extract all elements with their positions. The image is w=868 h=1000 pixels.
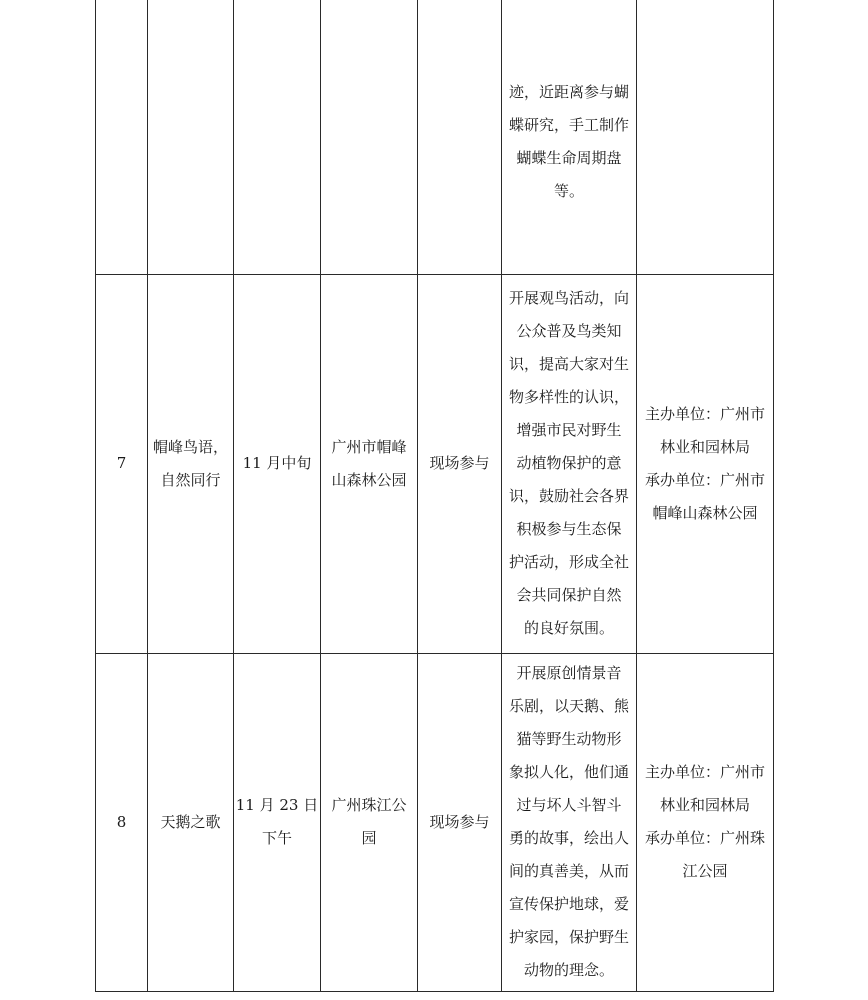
cell-no: 7 — [96, 274, 148, 653]
cell-content: 开展观鸟活动，向 公众普及鸟类知 识，提高大家对生 物多样性的认识， 增强市民对野生 动植物保护的意 识，鼓励社会各界 积极参与生态保 护活动，形成全社 会共同保护自然 的良好氛围。 — [502, 274, 637, 653]
cell-venue: 广州市帽峰 山森林公园 — [321, 274, 418, 653]
cell-name: 帽峰鸟语， 自然同行 — [148, 274, 234, 653]
cell-venue — [321, 0, 418, 274]
cell-no: 8 — [96, 653, 148, 991]
cell-time: 11 月中旬 — [234, 274, 321, 653]
cell-time — [234, 0, 321, 274]
cell-time: 11 月 23 日 下午 — [234, 653, 321, 991]
cell-venue: 广州珠江公 园 — [321, 653, 418, 991]
cell-form — [418, 0, 502, 274]
table-row — [96, 274, 774, 653]
cell-name — [148, 0, 234, 274]
cell-form: 现场参与 — [418, 274, 502, 653]
cell-organizer: 主办单位：广州市 林业和园林局 承办单位：广州珠 江公园 — [637, 653, 774, 991]
table-row — [96, 0, 774, 274]
activity-table — [95, 0, 774, 992]
cell-content: 开展原创情景音 乐剧，以天鹅、熊 猫等野生动物形 象拟人化，他们通 过与坏人斗智斗 勇的故事，绘出人 间的真善美，从而 宣传保护地球，爱 护家园，保护野生 动物的理念。 — [502, 653, 637, 991]
table-row — [96, 653, 774, 991]
cell-organizer — [637, 0, 774, 274]
cell-name: 天鹅之歌 — [148, 653, 234, 991]
cell-no — [96, 0, 148, 274]
cell-form: 现场参与 — [418, 653, 502, 991]
cell-organizer: 主办单位：广州市 林业和园林局 承办单位：广州市 帽峰山森林公园 — [637, 274, 774, 653]
cell-content: 迹，近距离参与蝴 蝶研究，手工制作 蝴蝶生命周期盘 等。 — [502, 0, 637, 274]
